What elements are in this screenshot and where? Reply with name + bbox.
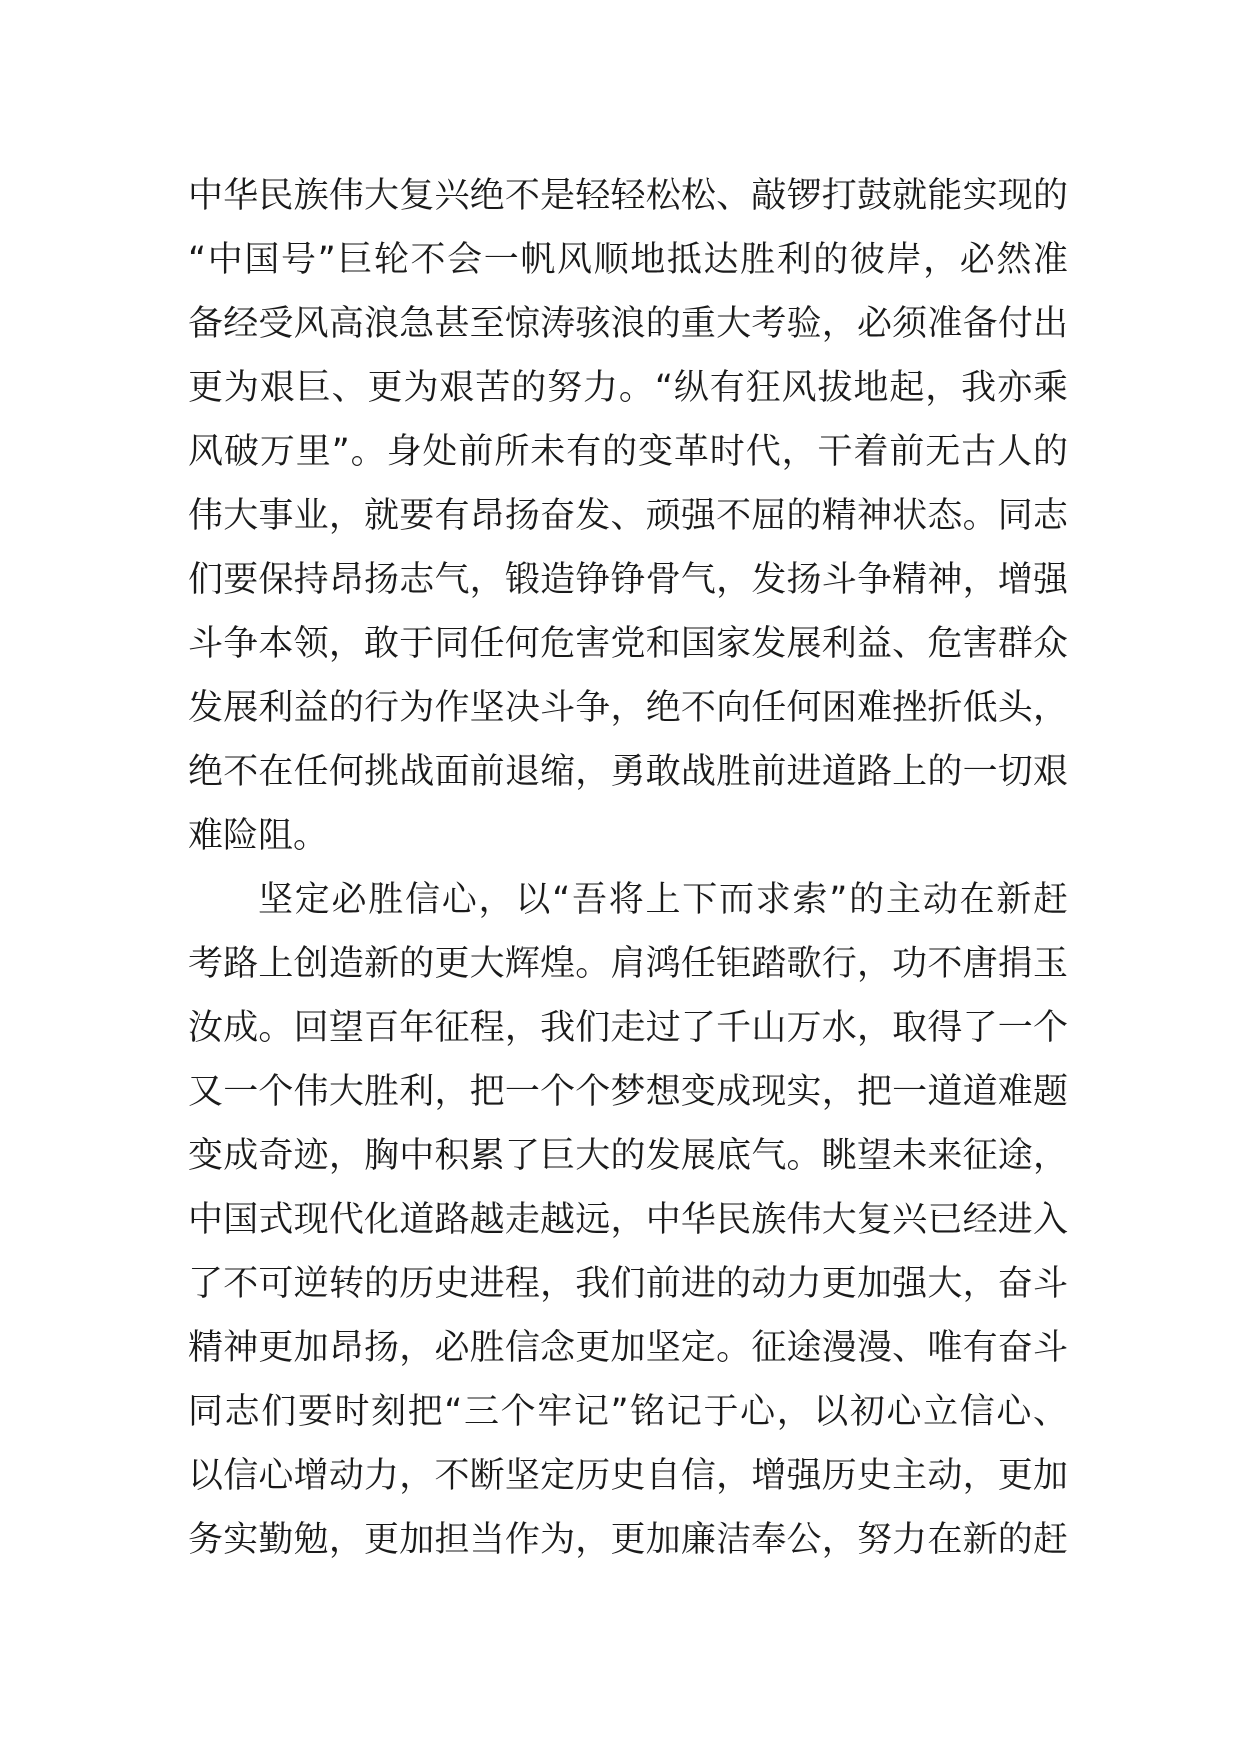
paragraph-2	[188, 868, 1068, 1572]
text-line: 中华民族伟大复兴绝不是轻轻松松、敲锣打鼓就能实现的	[188, 176, 1068, 216]
text-line: 务实勤勉，更加担当作为，更加廉洁奉公，努力在新的赶	[188, 1520, 1068, 1560]
paragraph-1	[188, 164, 1068, 868]
text-line: 更为艰巨、更为艰苦的努力。“纵有狂风拔地起，我亦乘	[188, 368, 1068, 408]
text-line: 风破万里”。身处前所未有的变革时代，干着前无古人的	[188, 432, 1068, 472]
text-line: 了不可逆转的历史进程，我们前进的动力更加强大，奋斗	[188, 1264, 1068, 1304]
text-line: 又一个伟大胜利，把一个个梦想变成现实，把一道道难题	[188, 1072, 1068, 1112]
text-line: 以信心增动力，不断坚定历史自信，增强历史主动，更加	[188, 1456, 1068, 1496]
text-line: 们要保持昂扬志气，锻造铮铮骨气，发扬斗争精神，增强	[188, 560, 1068, 600]
text-line: 难险阻。	[188, 816, 329, 856]
text-line: 发展利益的行为作坚决斗争，绝不向任何困难挫折低头，	[188, 688, 1068, 728]
document-body	[188, 164, 1068, 1572]
text-line: 考路上创造新的更大辉煌。肩鸿任钜踏歌行，功不唐捐玉	[188, 944, 1068, 984]
text-line: 汝成。回望百年征程，我们走过了千山万水，取得了一个	[188, 1008, 1068, 1048]
text-line: 同志们要时刻把“三个牢记”铭记于心，以初心立信心、	[188, 1392, 1068, 1432]
text-line: 伟大事业，就要有昂扬奋发、顽强不屈的精神状态。同志	[188, 496, 1068, 536]
text-line: 斗争本领，敢于同任何危害党和国家发展利益、危害群众	[188, 624, 1068, 664]
text-line: 精神更加昂扬，必胜信念更加坚定。征途漫漫、唯有奋斗	[188, 1328, 1068, 1368]
text-line: 绝不在任何挑战面前退缩，勇敢战胜前进道路上的一切艰	[188, 752, 1068, 792]
text-line: 坚定必胜信心，以“吾将上下而求索”的主动在新赶	[258, 880, 1068, 920]
text-line: 变成奇迹，胸中积累了巨大的发展底气。眺望未来征途，	[188, 1136, 1068, 1176]
text-line: 备经受风高浪急甚至惊涛骇浪的重大考验，必须准备付出	[188, 304, 1068, 344]
text-line: 中国式现代化道路越走越远，中华民族伟大复兴已经进入	[188, 1200, 1068, 1240]
text-line: “中国号”巨轮不会一帆风顺地抵达胜利的彼岸，必然准	[188, 240, 1068, 280]
